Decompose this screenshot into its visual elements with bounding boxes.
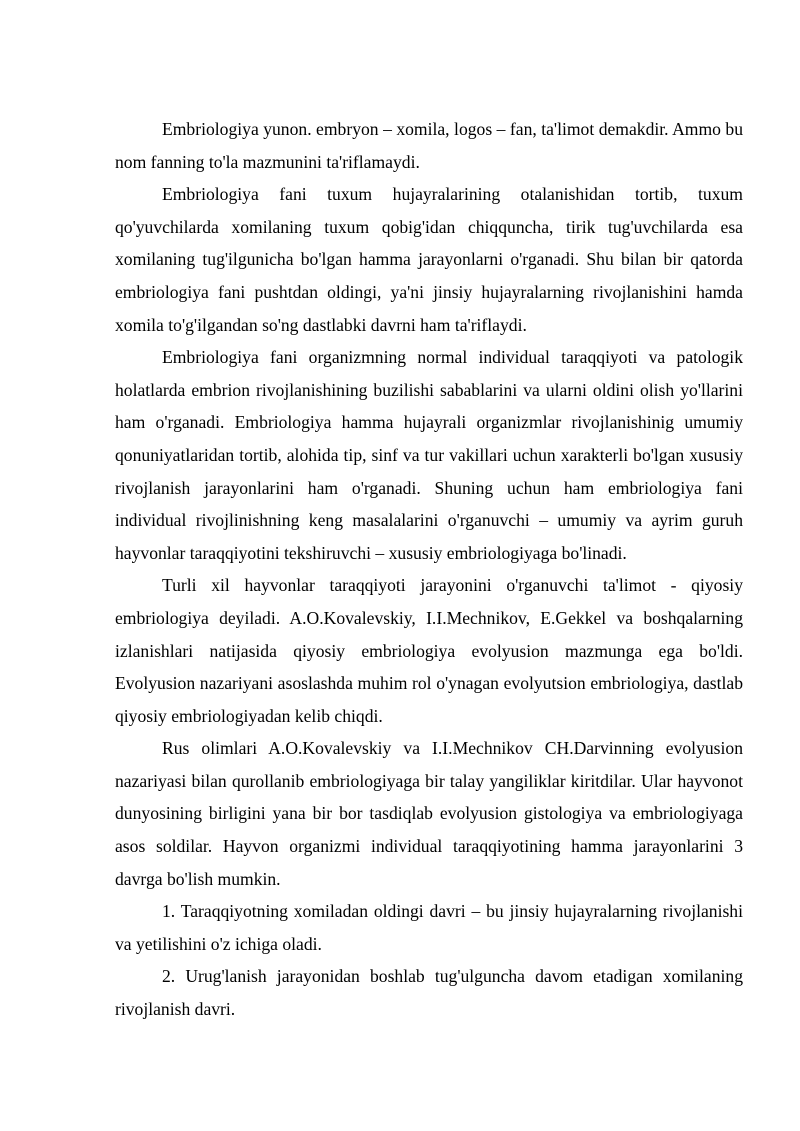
document-page — [115, 113, 743, 1026]
paragraph-comparative: Turli xil hayvonlar taraqqiyoti jarayonini o'rganuvchi ta'limot - qiyosiy embriologiya deyiladi. A.O.Kovalevskiy, I.I.Mechnikov, E.Gekkel va boshqalarning izlanishlari natijasida qiyosiy embriologiya evolyusion mazmunga ega bo'ldi. Evolyusion nazariyani asoslashda muhim rol o'ynagan evolyutsion embriologiya, dastlab qiyosiy embriologiyadan kelib chiqdi. — [115, 575, 743, 726]
paragraph-list-item-1: 1. Taraqqiyotning xomiladan oldingi davri – bu jinsiy hujayralarning rivojlanishi va yetilishini o'z ichiga oladi. — [115, 901, 743, 954]
paragraph-list-item-2: 2. Urug'lanish jarayonidan boshlab tug'ulguncha davom etadigan xomilaning rivojlanish davri. — [115, 966, 743, 1020]
paragraph-pathology: Embriologiya fani organizmning normal individual taraqqiyoti va patologik holatlarda embrion rivojlanishining buzilishi sabablarini va ularni oldini olish yo'llarini ham o'rganadi. Embriologiya hamma hujayrali organizmlar rivojlanishinig umumiy qonuniyatlaridan tortib, alohida tip, sinf va tur vakillari uchun xarakterli bo'lgan xususiy rivojlanish jarayonlarini ham o'rganadi. Shuning uchun ham embriologiya fani individual rivojlinishning keng masalalarini o'rganuvchi – umumiy va ayrim guruh hayvonlar taraqqiyotini tekshiruvchi – xususiy embriologiyaga bo'linadi. — [115, 347, 743, 563]
paragraph-definition: Embriologiya yunon. embryon – xomila, logos – fan, ta'limot demakdir. Ammo bu nom fanning to'la mazmunini ta'riflamaydi. — [115, 119, 743, 172]
paragraph-russian-scientists: Rus olimlari A.O.Kovalevskiy va I.I.Mechnikov CH.Darvinning evolyusion nazariyasi bilan qurollanib embriologiyaga bir talay yangiliklar kiritdilar. Ular hayvonot dunyosining birligini yana bir bor tasdiqlab evolyusion gistologiya va embriologiyaga asos soldilar. Hayvon organizmi individual taraqqiyotining hamma jarayonlarini 3 davrga bo'lish mumkin. — [115, 738, 743, 889]
paragraph-scope: Embriologiya fani tuxum hujayralarining otalanishidan tortib, tuxum qo'yuvchilarda xomilaning tuxum qobig'idan chiqquncha, tirik tug'uvchilarda esa xomilaning tug'ilgunicha bo'lgan hamma jarayonlarni o'rganadi. Shu bilan bir qatorda embriologiya fani pushtdan oldingi, ya'ni jinsiy hujayralarning rivojlanishini hamda xomila to'g'ilgandan so'ng dastlabki davrni ham ta'riflaydi. — [115, 184, 743, 335]
